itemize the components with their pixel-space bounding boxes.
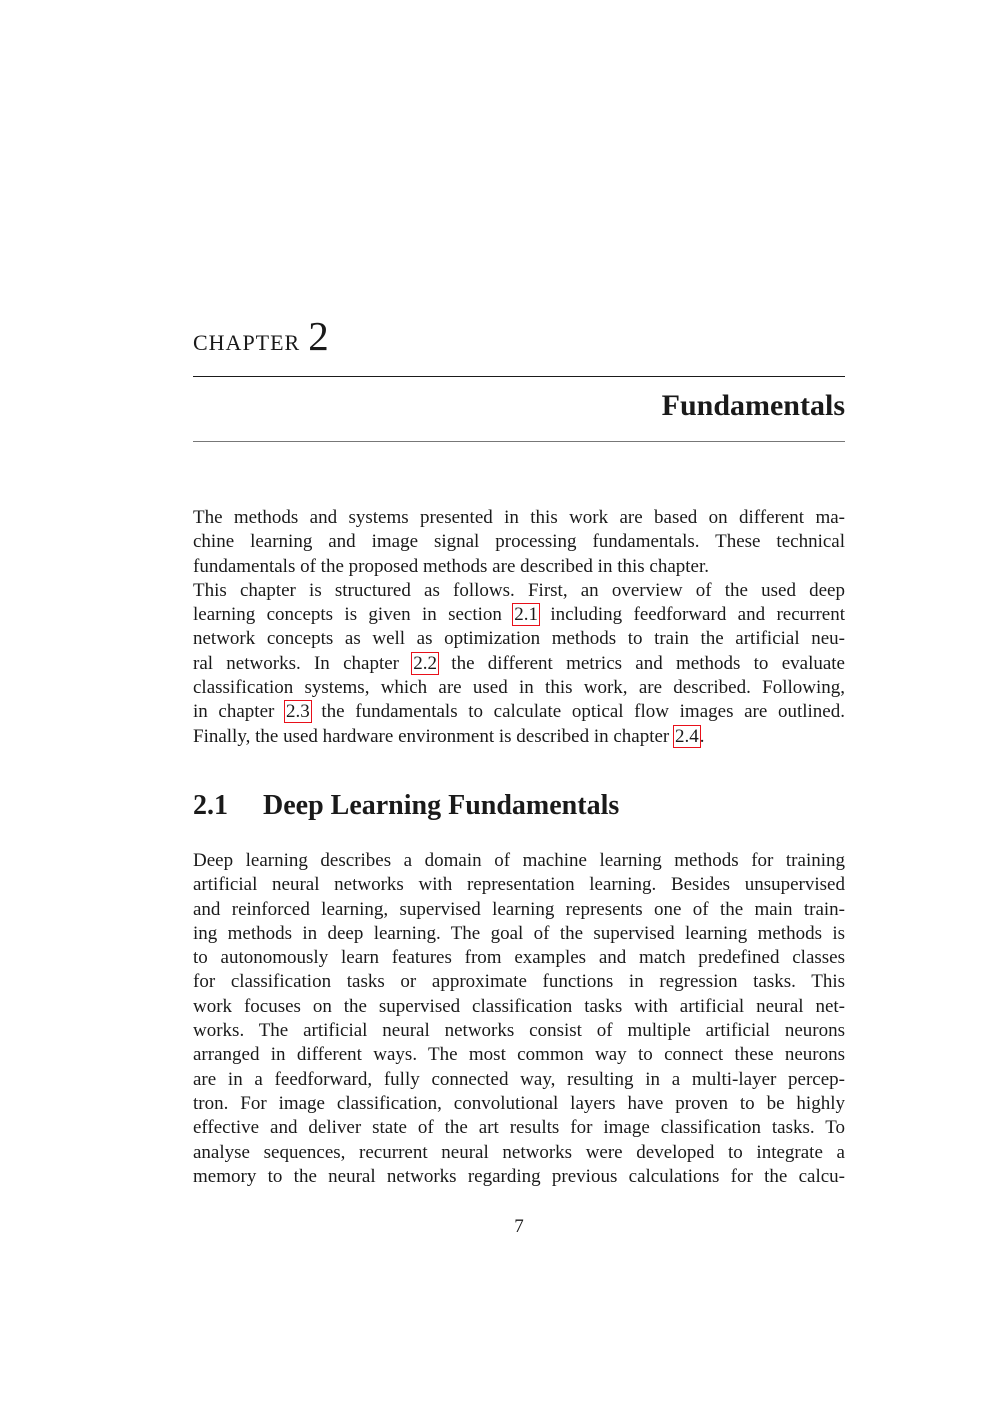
body-line: work focuses on the supervised classification tasks with artificial neural net- [193,995,845,1017]
chapter-title: Fundamentals [661,389,845,422]
document-page [193,0,845,1414]
body-line: Deep learning describes a domain of machine learning methods for training [193,850,845,871]
chapter-rule-bottom [193,441,845,442]
section-number: 2.1 [193,790,228,821]
intro-line [193,652,845,676]
chapter-ref-link[interactable]: 2.2 [413,652,438,674]
body-line: arranged in different ways. The most common way to connect these neurons [193,1044,845,1066]
chapter-number: 2 [308,313,329,359]
body-line: works. The artificial neural networks consist of multiple artificial neurons [193,1020,845,1042]
body-line: artificial neural networks with representation learning. Besides unsupervised [193,874,845,896]
body-line: analyse sequences, recurrent neural networks were developed to integrate a [193,1141,845,1163]
chapter-word: chapter [193,322,301,357]
section-title: Deep Learning Fundamentals [263,790,620,821]
section-ref-link[interactable]: 2.1 [514,604,539,626]
intro-line: fundamentals of the proposed methods are described in this chapter. [193,555,710,577]
intro-line [193,603,845,627]
chapter-rule-top [193,376,845,377]
intro-text: in chapter [193,701,285,723]
intro-line: This chapter is structured as follows. First, an overview of the used deep [193,579,845,601]
intro-text: the fundamentals to calculate optical flow images are outlined. [310,701,845,723]
intro-line [193,725,845,749]
section-heading [193,790,619,822]
intro-line: classification systems, which are used in this work, are described. Following, [193,677,845,699]
intro-line: network concepts as well as optimization methods to train the artificial neu- [193,628,845,650]
intro-line: The methods and systems presented in this work are based on different ma- [193,507,845,528]
body-line: to autonomously learn features from examples and match predefined classes [193,947,845,969]
body-line: tron. For image classification, convolutional layers have proven to be highly [193,1092,845,1114]
intro-line: chine learning and image signal processing fundamentals. These technical [193,531,845,553]
chapter-label [193,312,329,360]
body-line: ing methods in deep learning. The goal of the supervised learning methods is [193,922,845,944]
body-line: and reinforced learning, supervised learning represents one of the main train- [193,898,845,920]
body-paragraph [193,849,845,1189]
intro-paragraph [193,506,845,749]
intro-text: Finally, the used hardware environment is described in chapter [193,725,675,747]
intro-text: the different metrics and methods to evaluate [438,652,845,674]
intro-text: learning concepts is given in section [193,604,514,626]
page-number: 7 [514,1216,524,1237]
intro-text: including feedforward and recurrent [539,604,845,626]
chapter-ref-link[interactable]: 2.3 [285,701,310,723]
intro-text: ral networks. In chapter [193,652,413,674]
body-line: for classification tasks or approximate functions in regression tasks. This [193,971,845,993]
intro-text: . [699,725,705,747]
body-line: are in a feedforward, fully connected way, resulting in a multi-layer percep- [193,1068,845,1090]
chapter-ref-link[interactable]: 2.4 [675,725,699,747]
body-line: effective and deliver state of the art results for image classification tasks. To [193,1117,845,1139]
intro-line [193,700,845,724]
body-line: memory to the neural networks regarding previous calculations for the calcu- [193,1165,845,1187]
